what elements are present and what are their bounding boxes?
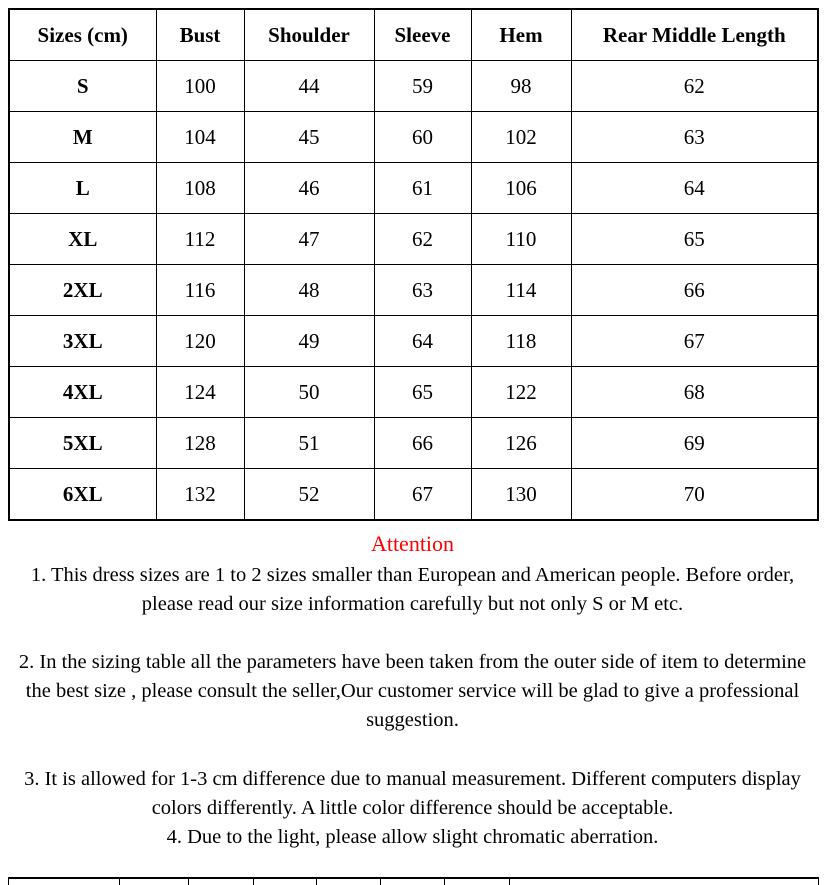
size-label: M <box>9 112 156 163</box>
cell-bust: 120 <box>156 316 244 367</box>
cell-sleeve: 63 <box>374 265 471 316</box>
cell-sleeve: 65 <box>374 367 471 418</box>
cell-shoulder: 48 <box>244 265 374 316</box>
header-rear-middle-length: Rear Middle Length <box>571 9 818 61</box>
cell-sleeve: 62 <box>374 214 471 265</box>
cell-bust: 104 <box>156 112 244 163</box>
note-4: 4. Due to the light, please allow slight chromatic aberration. <box>166 825 659 848</box>
cell-shoulder: 46 <box>244 163 374 214</box>
cell-hem: 106 <box>471 163 571 214</box>
size-label: 6XL <box>9 469 156 521</box>
cell-shoulder: 52 <box>244 469 374 521</box>
cell-hem: 98 <box>471 61 571 112</box>
table-header-row <box>9 9 818 61</box>
cell-rear: 63 <box>571 112 818 163</box>
partial-cell <box>381 879 445 885</box>
cell-sleeve: 64 <box>374 316 471 367</box>
partial-cell <box>189 879 254 885</box>
cell-hem: 126 <box>471 418 571 469</box>
cell-shoulder: 44 <box>244 61 374 112</box>
cell-shoulder: 47 <box>244 214 374 265</box>
cell-rear: 68 <box>571 367 818 418</box>
cell-rear: 70 <box>571 469 818 521</box>
cell-hem: 130 <box>471 469 571 521</box>
table-row <box>9 163 818 214</box>
cell-shoulder: 50 <box>244 367 374 418</box>
partial-cell <box>9 879 120 885</box>
cell-bust: 128 <box>156 418 244 469</box>
cell-shoulder: 49 <box>244 316 374 367</box>
next-table-partial-row <box>8 877 819 885</box>
table-row <box>9 316 818 367</box>
size-chart-table <box>8 8 819 521</box>
partial-cell <box>254 879 317 885</box>
cell-hem: 122 <box>471 367 571 418</box>
table-row <box>9 469 818 521</box>
cell-rear: 62 <box>571 61 818 112</box>
cell-rear: 69 <box>571 418 818 469</box>
cell-sleeve: 60 <box>374 112 471 163</box>
size-label: 5XL <box>9 418 156 469</box>
header-bust: Bust <box>156 9 244 61</box>
size-label: S <box>9 61 156 112</box>
partial-cell <box>445 879 510 885</box>
note-2: 2. In the sizing table all the parameters have been taken from the outer side of item to determine the best size , please consult the seller,Our customer service will be glad to give a professional suggestion. <box>18 651 807 732</box>
cell-hem: 102 <box>471 112 571 163</box>
cell-sleeve: 59 <box>374 61 471 112</box>
cell-bust: 112 <box>156 214 244 265</box>
cell-bust: 116 <box>156 265 244 316</box>
header-shoulder: Shoulder <box>244 9 374 61</box>
cell-hem: 110 <box>471 214 571 265</box>
cell-rear: 67 <box>571 316 818 367</box>
cell-bust: 108 <box>156 163 244 214</box>
table-row <box>9 265 818 316</box>
note-3: 3. It is allowed for 1-3 cm difference due to manual measurement. Different computers display colors differently. A little color difference should be acceptable. <box>24 767 801 819</box>
cell-sleeve: 67 <box>374 469 471 521</box>
header-hem: Hem <box>471 9 571 61</box>
partial-cell <box>120 879 189 885</box>
partial-cell <box>510 879 818 885</box>
size-label: 3XL <box>9 316 156 367</box>
cell-rear: 65 <box>571 214 818 265</box>
cell-hem: 114 <box>471 265 571 316</box>
header-sleeve: Sleeve <box>374 9 471 61</box>
partial-cell <box>317 879 381 885</box>
cell-bust: 132 <box>156 469 244 521</box>
size-label: L <box>9 163 156 214</box>
size-label: 2XL <box>9 265 156 316</box>
size-label: 4XL <box>9 367 156 418</box>
cell-sleeve: 66 <box>374 418 471 469</box>
cell-shoulder: 45 <box>244 112 374 163</box>
table-row <box>9 214 818 265</box>
cell-bust: 124 <box>156 367 244 418</box>
cell-rear: 66 <box>571 265 818 316</box>
note-1: 1. This dress sizes are 1 to 2 sizes smaller than European and American people. Before order, please read our size information carefully but not only S or M etc. <box>30 564 795 616</box>
attention-title: Attention <box>370 531 455 556</box>
attention-notes <box>8 561 817 852</box>
cell-bust: 100 <box>156 61 244 112</box>
cell-shoulder: 51 <box>244 418 374 469</box>
cell-rear: 64 <box>571 163 818 214</box>
cell-hem: 118 <box>471 316 571 367</box>
table-row <box>9 418 818 469</box>
cell-sleeve: 61 <box>374 163 471 214</box>
header-sizes: Sizes (cm) <box>9 9 156 61</box>
size-label: XL <box>9 214 156 265</box>
table-row <box>9 367 818 418</box>
table-row <box>9 61 818 112</box>
table-row <box>9 112 818 163</box>
